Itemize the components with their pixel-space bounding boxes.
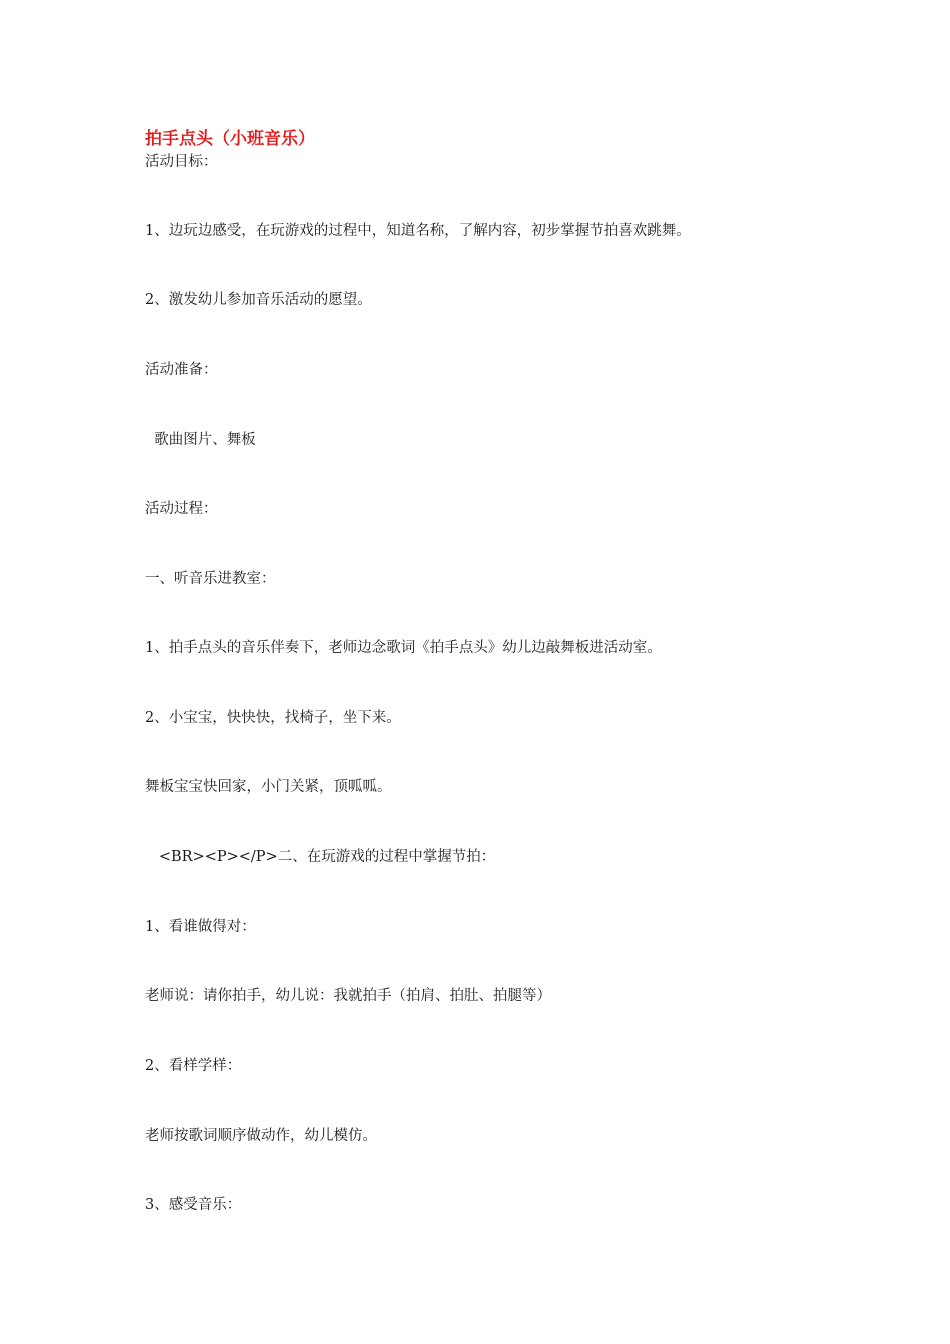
goal-item-2: 2、激发幼儿参加音乐活动的愿望。 [145,292,372,308]
process-step-1-item-1: 1、拍手点头的音乐伴奏下，老师边念歌词《拍手点头》幼儿边敲舞板进活动室。 [145,640,662,656]
process-step-2-item-2: 2、看样学样： [145,1058,242,1074]
process-step-2-heading: <BR><P></P>二、在玩游戏的过程中掌握节拍： [145,849,496,865]
process-step-2-item-3: 3、感受音乐： [145,1197,242,1213]
process-step-2-item-2-detail: 老师按歌词顺序做动作，幼儿模仿。 [145,1128,377,1144]
process-step-1-item-2: 2、小宝宝，快快快，找椅子，坐下来。 [145,710,401,726]
section-heading-goals: 活动目标： [145,154,218,170]
goal-item-1: 1、边玩边感受，在玩游戏的过程中，知道名称，了解内容，初步掌握节拍喜欢跳舞。 [145,223,691,239]
section-heading-process: 活动过程： [145,501,218,517]
process-step-2-item-1: 1、看谁做得对： [145,919,256,935]
document-title: 拍手点头（小班音乐） [145,129,315,149]
section-heading-preparation: 活动准备： [145,362,218,378]
process-step-1-heading: 一、听音乐进教室： [145,571,276,587]
process-step-2-item-1-detail: 老师说：请你拍手，幼儿说：我就拍手（拍肩、拍肚、拍腿等） [145,988,551,1004]
process-step-1-item-2-cont: 舞板宝宝快回家，小门关紧，顶呱呱。 [145,779,392,795]
preparation-item: 歌曲图片、舞板 [145,432,256,448]
